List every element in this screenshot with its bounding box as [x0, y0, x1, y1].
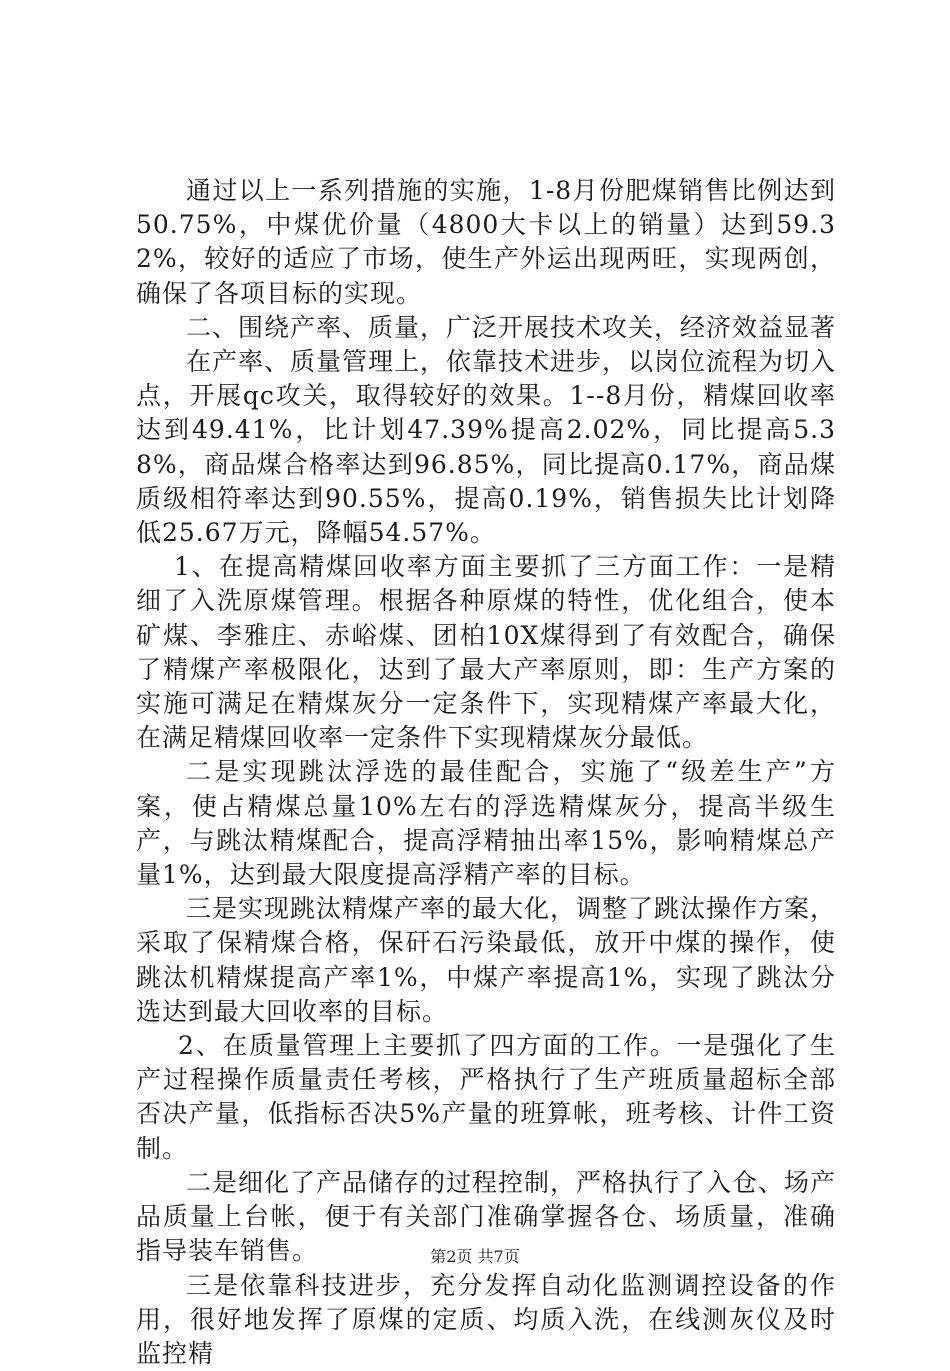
paragraph-quality-overview: 在产率、质量管理上，依靠技术进步，以岗位流程为切入点，开展qc攻关，取得较好的效果。1--8月份，精煤回收率达到49.41%，比计划47.39%提高2.02%，同比提高5.38%，商品煤合格率达到96.85%，同比提高0.17%，商品煤质级相符率达到90.55%，提高0.19%，销售损失比计划降低25.67万元，降幅54.57%。	[136, 345, 836, 550]
paragraph-jig-yield: 三是实现跳汰精煤产率的最大化，调整了跳汰操作方案，采取了保精煤合格，保矸石污染最低，放开中煤的操作，使跳汰机精煤提高产率1%，中煤产率提高1%，实现了跳汰分选达到最大回收率的目标。	[136, 892, 836, 1029]
page-number-footer: 第2页 共7页	[0, 1244, 950, 1267]
section-heading-2: 二、围绕产率、质量，广泛开展技术攻关，经济效益显著	[136, 311, 836, 345]
paragraph-sales-results: 通过以上一系列措施的实施，1-8月份肥煤销售比例达到50.75%，中煤优价量（4800大卡以上的销量）达到59.32%，较好的适应了市场，使生产外运出现两旺，实现两创，确保了各项目标的实现。	[136, 174, 836, 311]
paragraph-recovery-rate: 1、在提高精煤回收率方面主要抓了三方面工作：一是精细了入洗原煤管理。根据各种原煤的特性，优化组合，使本矿煤、李雅庄、赤峪煤、团柏10X煤得到了有效配合，确保了精煤产率极限化，达到了最大产率原则，即：生产方案的实施可满足在精煤灰分一定条件下，实现精煤产率最大化，在满足精煤回收率一定条件下实现精煤灰分最低。	[136, 550, 836, 755]
document-body	[136, 174, 836, 1371]
paragraph-automation: 三是依靠科技进步，充分发挥自动化监测调控设备的作用，很好地发挥了原煤的定质、均质入洗，在线测灰仪及时监控精	[136, 1269, 836, 1371]
paragraph-jig-flotation: 二是实现跳汰浮选的最佳配合，实施了“级差生产”方案，使占精煤总量10%左右的浮选精煤灰分，提高半级生产，与跳汰精煤配合，提高浮精抽出率15%，影响精煤总产量1%，达到最大限度提高浮精产率的目标。	[136, 755, 836, 892]
paragraph-quality-management: 2、在质量管理上主要抓了四方面的工作。一是强化了生产过程操作质量责任考核，严格执行了生产班质量超标全部否决产量，低指标否决5%产量的班算帐，班考核、计件工资制。	[136, 1029, 836, 1166]
paragraph-storage-control: 二是细化了产品储存的过程控制，严格执行了入仓、场产品质量上台帐，便于有关部门准确掌握各仓、场质量，准确指导装车销售。	[136, 1166, 836, 1269]
